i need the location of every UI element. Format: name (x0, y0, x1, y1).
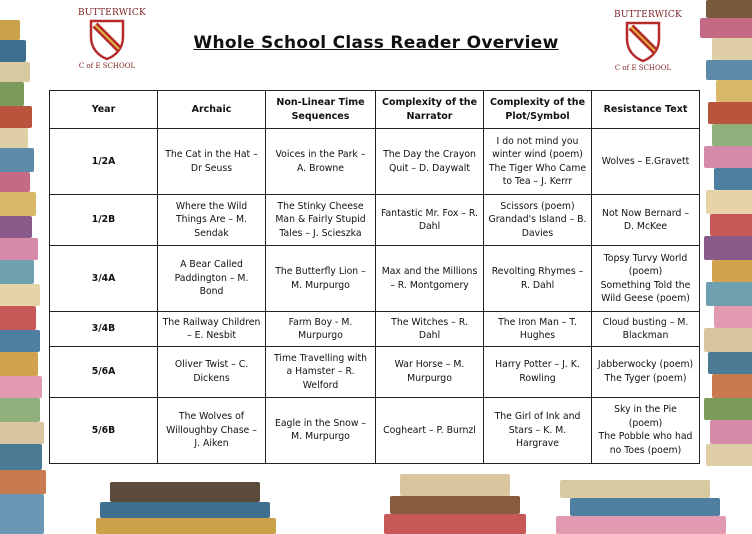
table-row (50, 129, 700, 195)
cell-non-linear: The Stinky Cheese Man & Fairly Stupid Tales – J. Scieszka (266, 195, 376, 246)
cell-archaic: The Wolves of Willoughby Chase – J. Aiken (158, 397, 266, 463)
reader-overview-table (49, 90, 700, 464)
page-title: Whole School Class Reader Overview (193, 33, 559, 53)
cell-archaic: Where the Wild Things Are – M. Sendak (158, 195, 266, 246)
cell-resistance: Topsy Turvy World (poem) Something Told the Wild Geese (poem) (592, 245, 700, 311)
cell-resistance: Sky in the Pie (poem) The Pobble who had no Toes (poem) (592, 397, 700, 463)
cell-non-linear: Eagle in the Snow – M. Murpurgo (266, 397, 376, 463)
cell-non-linear: Farm Boy - M. Murpurgo (266, 312, 376, 347)
school-subtitle-right: C of E SCHOOL (614, 64, 672, 72)
school-name-left: BUTTERWICK (78, 8, 146, 18)
header-non-linear: Non-Linear Time Sequences (266, 91, 376, 129)
cell-plot-symbol: The Iron Man – T. Hughes (484, 312, 592, 347)
cell-narrator: Fantastic Mr. Fox – R. Dahl (376, 195, 484, 246)
cell-resistance: Wolves – E.Gravett (592, 129, 700, 195)
cell-non-linear: Time Travelling with a Hamster – R. Welford (266, 347, 376, 398)
school-subtitle-left: C of E SCHOOL (78, 62, 136, 70)
cell-narrator: Cogheart – P. Burnzl (376, 397, 484, 463)
cell-narrator: Max and the Millions – R. Montgomery (376, 245, 484, 311)
header-resistance: Resistance Text (592, 91, 700, 129)
cell-plot-symbol: I do not mind you winter wind (poem) The Tiger Who Came to Tea – J. Kerrr (484, 129, 592, 195)
cell-archaic: Oliver Twist – C. Dickens (158, 347, 266, 398)
table-row (50, 312, 700, 347)
cell-year: 5/6B (50, 397, 158, 463)
cell-resistance: Jabberwocky (poem) The Tyger (poem) (592, 347, 700, 398)
cell-plot-symbol: Harry Potter – J. K. Rowling (484, 347, 592, 398)
cell-plot-symbol: The Girl of Ink and Stars – K. M. Hargrave (484, 397, 592, 463)
cell-archaic: A Bear Called Paddington – M. Bond (158, 245, 266, 311)
cell-plot-symbol: Revolting Rhymes – R. Dahl (484, 245, 592, 311)
cell-year: 1/2A (50, 129, 158, 195)
cell-narrator: War Horse – M. Murpurgo (376, 347, 484, 398)
cell-resistance: Not Now Bernard – D. McKee (592, 195, 700, 246)
table-header-row (50, 91, 700, 129)
table-row (50, 347, 700, 398)
cell-narrator: The Witches – R. Dahl (376, 312, 484, 347)
cell-archaic: The Cat in the Hat – Dr Seuss (158, 129, 266, 195)
cell-year: 1/2B (50, 195, 158, 246)
table-row (50, 397, 700, 463)
cell-non-linear: The Butterfly Lion – M. Murpurgo (266, 245, 376, 311)
cell-plot-symbol: Scissors (poem) Grandad's Island – B. Davies (484, 195, 592, 246)
table-row (50, 195, 700, 246)
header-archaic: Archaic (158, 91, 266, 129)
header-narrator: Complexity of the Narrator (376, 91, 484, 129)
cell-year: 3/4A (50, 245, 158, 311)
school-name-right: BUTTERWICK (614, 10, 682, 20)
cell-narrator: The Day the Crayon Quit – D. Daywalt (376, 129, 484, 195)
cell-year: 3/4B (50, 312, 158, 347)
header-year: Year (50, 91, 158, 129)
table-row (50, 245, 700, 311)
cell-year: 5/6A (50, 347, 158, 398)
cell-resistance: Cloud busting – M. Blackman (592, 312, 700, 347)
cell-non-linear: Voices in the Park – A. Browne (266, 129, 376, 195)
header-plot-symbol: Complexity of the Plot/Symbol (484, 91, 592, 129)
cell-archaic: The Railway Children – E. Nesbit (158, 312, 266, 347)
